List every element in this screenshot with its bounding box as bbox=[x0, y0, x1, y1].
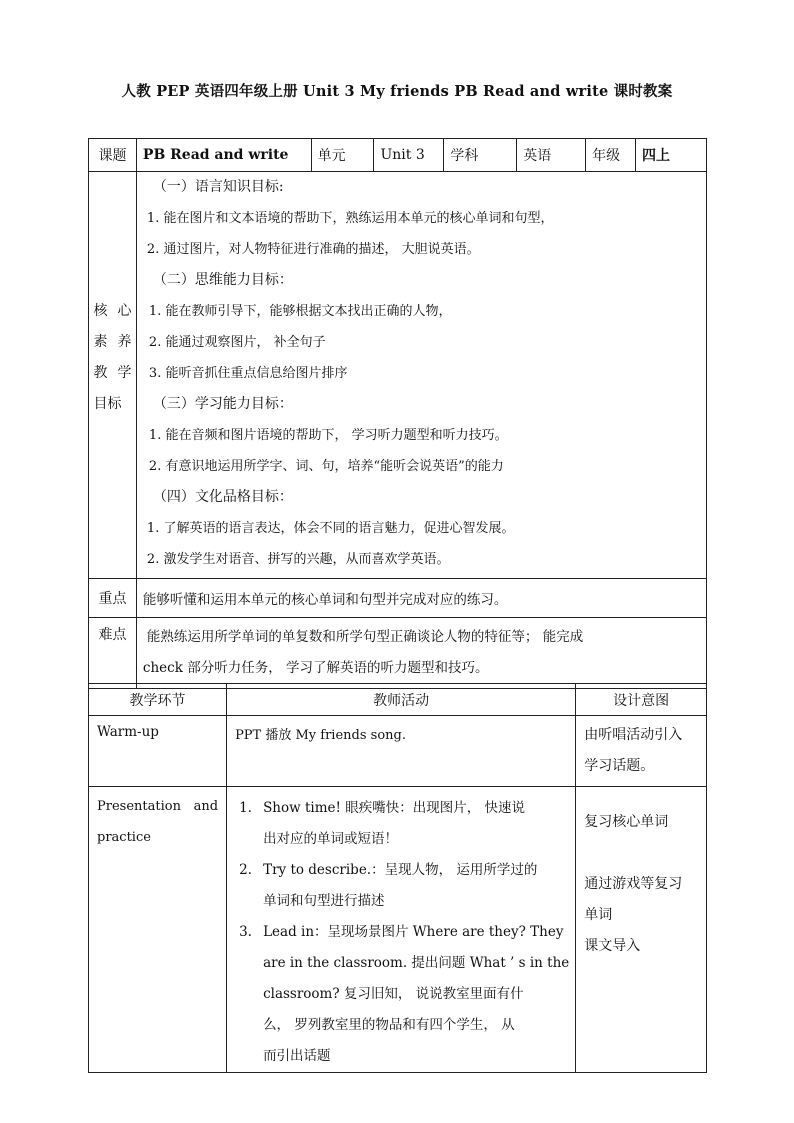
core-label-char: 目标 bbox=[93, 396, 122, 412]
difficulty-content bbox=[136, 618, 706, 689]
key-point-text: 能够听懂和运用本单元的核心单词和句型并完成对应的练习。 bbox=[136, 579, 706, 618]
difficulty-row bbox=[89, 618, 707, 689]
core-objectives-label bbox=[89, 172, 137, 579]
activity-line: 么， 罗列教室里的物品和有四个学生， 从 bbox=[263, 1017, 515, 1033]
warmup-design bbox=[576, 716, 707, 787]
objective-item: 2. 有意识地运用所学字、词、句，培养“能听会说英语”的能力 bbox=[148, 459, 504, 474]
stage-line: practice bbox=[97, 830, 151, 845]
activity-line: 单词和句型进行描述 bbox=[263, 893, 385, 909]
objective-heading: （二）思维能力目标： bbox=[152, 272, 293, 288]
stage-word: Presentation bbox=[97, 799, 181, 814]
presentation-row bbox=[89, 787, 707, 1073]
core-label-char: 核 bbox=[93, 303, 111, 319]
core-objectives-row bbox=[89, 172, 707, 579]
header-row bbox=[89, 139, 707, 172]
grade-label: 年级 bbox=[586, 139, 636, 172]
col-design-header: 设计意图 bbox=[576, 684, 707, 716]
warmup-stage: Warm-up bbox=[89, 716, 227, 787]
activity-line: 出对应的单词或短语！ bbox=[263, 831, 399, 847]
activity-line: Try to describe.：呈现人物， 运用所学过的 bbox=[263, 862, 538, 878]
topic-value: PB Read and write bbox=[136, 139, 311, 172]
core-label-char: 教 bbox=[93, 365, 111, 381]
activity-item bbox=[235, 917, 569, 1072]
activity-line: 而引出话题 bbox=[263, 1048, 331, 1064]
grade-value: 四上 bbox=[636, 139, 707, 172]
subject-value: 英语 bbox=[517, 139, 586, 172]
activity-number: 3. bbox=[239, 924, 252, 940]
col-teacher-header: 教师活动 bbox=[227, 684, 576, 716]
presentation-design bbox=[576, 787, 707, 1073]
design-line: 通过游戏等复习 bbox=[584, 876, 683, 892]
topic-label: 课题 bbox=[89, 139, 137, 172]
objective-item: 1. 能在图片和文本语境的帮助下，熟练运用本单元的核心单词和句型， bbox=[146, 211, 554, 226]
stage-word: and bbox=[193, 799, 219, 814]
objective-heading: （三）学习能力目标： bbox=[152, 396, 293, 412]
design-line-blank bbox=[584, 838, 698, 869]
warmup-teacher: PPT 播放 My friends song. bbox=[227, 716, 576, 787]
objective-item: 1. 了解英语的语言表达，体会不同的语言魅力，促进心智发展。 bbox=[146, 521, 515, 536]
stage-line bbox=[97, 791, 218, 822]
difficulty-line: 能熟练运用所学单词的单复数和所学句型正确谈论人物的特征等； 能完成 bbox=[146, 629, 584, 645]
core-label-stack bbox=[93, 172, 131, 389]
activity-line: Lead in：呈现场景图片 Where are they? They bbox=[263, 924, 564, 940]
key-point-label: 重点 bbox=[89, 579, 137, 618]
activity-item bbox=[235, 855, 569, 917]
objective-item: 2. 激发学生对语音、拼写的兴趣，从而喜欢学英语。 bbox=[146, 552, 450, 567]
core-label-char: 素 bbox=[93, 334, 111, 350]
subject-label: 学科 bbox=[444, 139, 517, 172]
activity-number: 2. bbox=[239, 862, 252, 878]
objective-heading: （四）文化品格目标： bbox=[152, 489, 293, 505]
warmup-row bbox=[89, 716, 707, 787]
process-header-row bbox=[89, 684, 707, 716]
core-label-char: 养 bbox=[117, 334, 132, 350]
teaching-process-table bbox=[88, 683, 707, 1073]
document-title: 人教 PEP 英语四年级上册 Unit 3 My friends PB Read and write 课时教案 bbox=[121, 83, 673, 100]
core-label-char: 心 bbox=[117, 303, 132, 319]
objective-item: 1. 能在教师引导下，能够根据文本找出正确的人物， bbox=[148, 304, 452, 319]
design-line: 课文导入 bbox=[584, 938, 641, 954]
presentation-teacher bbox=[227, 787, 576, 1073]
core-label-last bbox=[93, 389, 131, 420]
design-line: 由听唱活动引入 bbox=[584, 727, 683, 743]
activity-line: classroom? 复习旧知， 说说教室里面有什 bbox=[263, 986, 524, 1002]
objective-heading: （一）语言知识目标: bbox=[152, 179, 284, 195]
objective-item: 2. 通过图片，对人物特征进行准确的描述， 大胆说英语。 bbox=[146, 242, 480, 257]
col-stage-header: 教学环节 bbox=[89, 684, 227, 716]
unit-value: Unit 3 bbox=[374, 139, 444, 172]
difficulty-label: 难点 bbox=[89, 618, 137, 689]
activity-line: are in the classroom. 提出问题 What ’ s in the bbox=[263, 955, 570, 971]
design-line: 学习话题。 bbox=[584, 758, 655, 774]
core-label-char: 学 bbox=[117, 365, 132, 381]
design-line: 单词 bbox=[584, 907, 613, 923]
lesson-info-table bbox=[88, 138, 707, 689]
objective-item: 2. 能通过观察图片， 补全句子 bbox=[148, 335, 326, 350]
core-objectives-content bbox=[136, 172, 706, 579]
presentation-stage bbox=[89, 787, 227, 1073]
design-line: 复习核心单词 bbox=[584, 814, 669, 830]
activity-list bbox=[235, 787, 569, 1072]
activity-line: Show time! 眼疾嘴快：出现图片， 快速说 bbox=[263, 800, 526, 816]
difficulty-line: check 部分听力任务， 学习了解英语的听力题型和技巧。 bbox=[142, 660, 489, 676]
activity-item bbox=[235, 793, 569, 855]
key-point-row bbox=[89, 579, 707, 618]
unit-label: 单元 bbox=[311, 139, 374, 172]
objective-item: 3. 能听音抓住重点信息给图片排序 bbox=[148, 366, 348, 381]
activity-number: 1. bbox=[239, 800, 252, 816]
objective-item: 1. 能在音频和图片语境的帮助下， 学习听力题型和听力技巧。 bbox=[148, 428, 508, 443]
